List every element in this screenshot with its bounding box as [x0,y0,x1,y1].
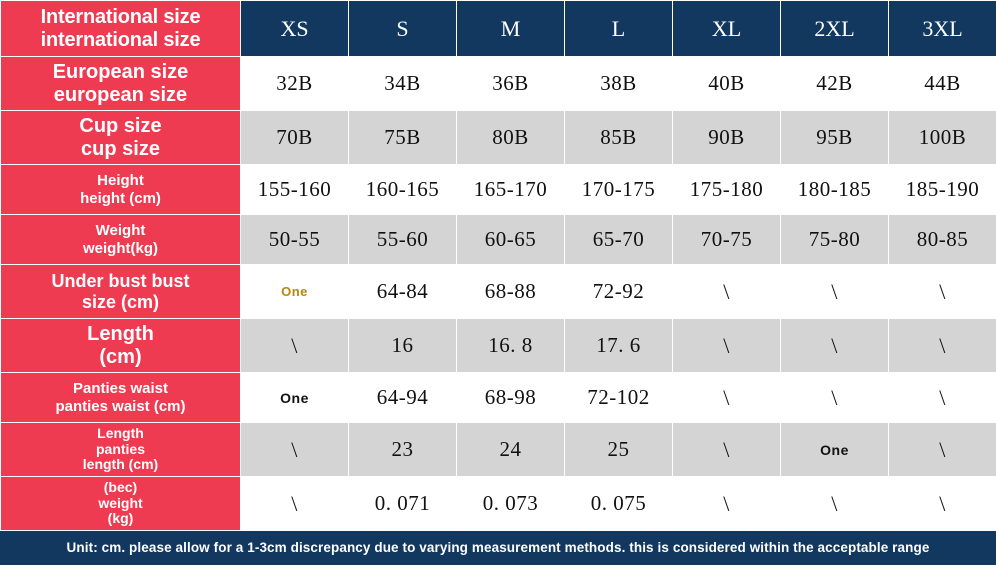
cell-european-size-xs: 32B [241,57,349,111]
table-header-row [1,1,996,57]
row-label-line2: cup size [81,137,160,160]
table-row [1,423,996,477]
header-col-m: M [457,1,565,57]
cell-panties-length-3xl: \ [889,423,996,477]
table-row [1,373,996,423]
row-label-line1: Length [97,424,144,441]
row-label-panties-length [1,423,241,477]
cell-cup-size-2xl: 95B [781,111,889,165]
row-label-under-bust-size [1,265,241,319]
row-label-line1: Weight [95,222,146,240]
cell-height-xl: 175-180 [673,165,781,215]
cell-weight-m: 60-65 [457,215,565,265]
row-label-line2: weight [98,494,143,511]
cell-weight-3xl: 80-85 [889,215,996,265]
cell-under-bust-2xl: \ [781,265,889,319]
table-row [1,265,996,319]
cell-panties-waist-3xl: \ [889,373,996,423]
cell-bec-weight-2xl: \ [781,477,889,531]
header-col-3xl: 3XL [889,1,996,57]
cell-bec-weight-3xl: \ [889,477,996,531]
row-label-line1: Panties waist [72,380,169,398]
cell-under-bust-s: 64-84 [349,265,457,319]
cell-cup-size-xs: 70B [241,111,349,165]
cell-bec-weight-xl: \ [673,477,781,531]
cell-panties-waist-xs: One [241,373,349,423]
cell-cup-size-m: 80B [457,111,565,165]
header-col-xs: XS [241,1,349,57]
cell-panties-length-xl: \ [673,423,781,477]
cell-under-bust-xs: One [241,265,349,319]
cell-under-bust-3xl: \ [889,265,996,319]
cell-bec-weight-xs: \ [241,477,349,531]
cell-european-size-s: 34B [349,57,457,111]
row-label-cup-size [1,111,241,165]
cell-length-3xl: \ [889,319,996,373]
row-label-line1: Cup size [79,114,162,137]
row-label-line2: weight(kg) [83,239,158,257]
table-row [1,111,996,165]
cell-under-bust-xl: \ [673,265,781,319]
cell-length-l: 17. 6 [565,319,673,373]
cell-weight-xs: 50-55 [241,215,349,265]
cell-height-xs: 155-160 [241,165,349,215]
row-label-european-size [1,57,241,111]
cell-length-m: 16. 8 [457,319,565,373]
header-col-2xl: 2XL [781,1,889,57]
cell-height-m: 165-170 [457,165,565,215]
cell-panties-length-2xl: One [781,423,889,477]
cell-weight-l: 65-70 [565,215,673,265]
cell-panties-length-xs: \ [241,423,349,477]
row-label-line1: (bec) [103,478,138,495]
header-label-cell [1,1,241,57]
table-row [1,57,996,111]
row-label-line2: european size [53,83,188,106]
cell-bec-weight-s: 0. 071 [349,477,457,531]
cell-height-s: 160-165 [349,165,457,215]
cell-bec-weight-m: 0. 073 [457,477,565,531]
row-label-line2: panties waist (cm) [55,397,186,415]
cell-panties-waist-2xl: \ [781,373,889,423]
row-label-weight [1,215,241,265]
cell-cup-size-s: 75B [349,111,457,165]
cell-height-2xl: 180-185 [781,165,889,215]
row-label-bec-weight [1,477,241,531]
table-row [1,165,996,215]
cell-european-size-2xl: 42B [781,57,889,111]
cell-panties-waist-s: 64-94 [349,373,457,423]
cell-length-xl: \ [673,319,781,373]
cell-height-l: 170-175 [565,165,673,215]
cell-panties-length-s: 23 [349,423,457,477]
cell-length-2xl: \ [781,319,889,373]
header-label-line1: International size [40,6,201,29]
cell-european-size-xl: 40B [673,57,781,111]
row-label-line2: (cm) [99,345,142,368]
cell-panties-waist-xl: \ [673,373,781,423]
row-label-length-cm [1,319,241,373]
cell-under-bust-m: 68-88 [457,265,565,319]
footer-note: Unit: cm. please allow for a 1-3cm discrepancy due to varying measurement methods. this is considered within the acceptable range [0,531,996,565]
cell-panties-length-m: 24 [457,423,565,477]
row-label-line1: European size [52,60,189,83]
cell-weight-s: 55-60 [349,215,457,265]
row-label-height [1,165,241,215]
cell-european-size-3xl: 44B [889,57,996,111]
header-label-line2: international size [40,28,201,51]
cell-european-size-l: 38B [565,57,673,111]
row-label-line3: length (cm) [82,456,159,473]
cell-cup-size-l: 85B [565,111,673,165]
header-col-l: L [565,1,673,57]
cell-cup-size-3xl: 100B [889,111,996,165]
header-col-s: S [349,1,457,57]
cell-panties-length-l: 25 [565,423,673,477]
row-label-line2: size (cm) [81,291,160,312]
cell-cup-size-xl: 90B [673,111,781,165]
cell-panties-waist-m: 68-98 [457,373,565,423]
table-row [1,319,996,373]
cell-length-xs: \ [241,319,349,373]
cell-length-s: 16 [349,319,457,373]
row-label-line1: Height [97,172,144,190]
cell-weight-2xl: 75-80 [781,215,889,265]
header-col-xl: XL [673,1,781,57]
cell-under-bust-l: 72-92 [565,265,673,319]
row-label-line3: (kg) [107,510,134,527]
cell-panties-waist-l: 72-102 [565,373,673,423]
table-row [1,477,996,531]
row-label-line1: Length [87,322,154,345]
row-label-line1: Under bust bust [51,270,190,291]
row-label-line2: height (cm) [80,189,161,207]
cell-weight-xl: 70-75 [673,215,781,265]
cell-height-3xl: 185-190 [889,165,996,215]
table-row [1,215,996,265]
row-label-line2: panties [95,440,145,457]
row-label-panties-waist [1,373,241,423]
cell-european-size-m: 36B [457,57,565,111]
cell-bec-weight-l: 0. 075 [565,477,673,531]
